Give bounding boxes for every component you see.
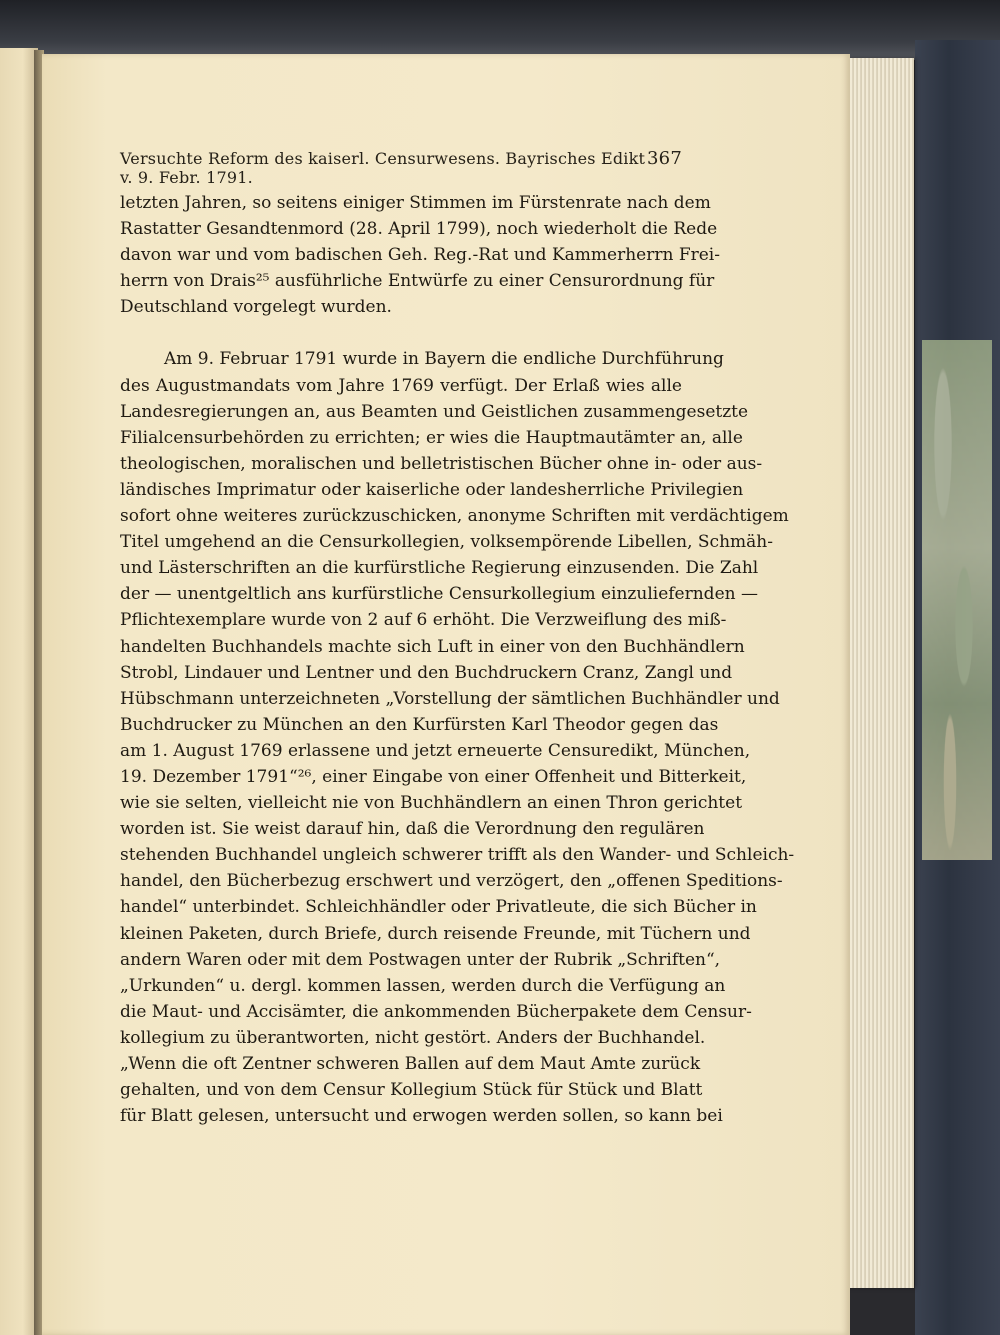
text-line: „Wenn die oft Zentner schweren Ballen auf dem Maut Amte zurück bbox=[120, 1054, 701, 1074]
text-line: sofort ohne weiteres zurückzuschicken, anonyme Schriften mit verdächtigem bbox=[120, 506, 789, 527]
text-line: für Blatt gelesen, untersucht und erwogen werden sollen, so kann bei bbox=[120, 1106, 723, 1127]
text-line: Deutschland vorgelegt wurden. bbox=[120, 297, 392, 318]
text-line: stehenden Buchhandel ungleich schwerer trifft als den Wander- und Schleich- bbox=[120, 845, 795, 866]
text-line: des Augustmandats vom Jahre 1769 verfügt. Der Erlaß wies alle bbox=[120, 375, 682, 396]
running-title: Versuchte Reform des kaiserl. Censurwesens. Bayrisches Edikt v. 9. Febr. 1791. bbox=[120, 149, 646, 187]
page-edges bbox=[846, 58, 914, 1288]
text-line: kollegium zu überantworten, nicht gestört. Anders der Buchhandel. bbox=[120, 1027, 706, 1048]
text-line: Hübschmann unterzeichneten „Vorstellung der sämtlichen Buchhändler und bbox=[120, 688, 780, 709]
text-line: Buchdrucker zu München an den Kurfürsten Karl Theodor gegen das bbox=[120, 714, 719, 735]
text-line: Rastatter Gesandtenmord (28. April 1799), noch wiederholt die Rede bbox=[120, 219, 718, 240]
text-line: ländisches Imprimatur oder kaiserliche oder landesherrliche Privilegien bbox=[120, 479, 744, 500]
text-line: Titel umgehend an die Censurkollegien, volksempörende Libellen, Schmäh- bbox=[120, 532, 773, 553]
text-line: Strobl, Lindauer und Lentner und den Buchdruckern Cranz, Zangl und bbox=[120, 662, 733, 683]
text-line: Landesregierungen an, aus Beamten und Geistlichen zusammengesetzte bbox=[120, 401, 749, 422]
paragraph-gap bbox=[120, 320, 682, 346]
text-line: andern Waren oder mit dem Postwagen unter der Rubrik „Schriften“, bbox=[120, 949, 721, 970]
text-line: gehalten, und von dem Censur Kollegium Stück für Stück und Blatt bbox=[120, 1080, 703, 1101]
text-line: der — unentgeltlich ans kurfürstliche Censurkollegium einzuliefernden — bbox=[120, 584, 758, 605]
facing-page-edge bbox=[0, 48, 38, 1335]
text-line: wie sie selten, vielleicht nie von Buchhändlern an einen Thron gerichtet bbox=[120, 793, 743, 814]
running-header bbox=[120, 148, 682, 187]
marbled-endpaper bbox=[922, 340, 992, 860]
body-text bbox=[120, 190, 795, 1129]
paragraph bbox=[120, 346, 795, 1129]
text-line: Pflichtexemplare wurde von 2 auf 6 erhöht. Die Verzweiflung des miß- bbox=[120, 610, 727, 631]
text-line: davon war und vom badischen Geh. Reg.-Rat und Kammerherrn Frei- bbox=[120, 245, 720, 266]
paragraph bbox=[120, 190, 720, 320]
text-line: „Urkunden“ u. dergl. kommen lassen, werden durch die Verfügung an bbox=[120, 975, 726, 996]
page-number: 367 bbox=[647, 148, 682, 169]
text-line: theologischen, moralischen und belletristischen Bücher ohne in- oder aus- bbox=[120, 453, 763, 474]
text-line: Filialcensurbehörden zu errichten; er wies die Hauptmautämter an, alle bbox=[120, 427, 743, 448]
text-line: herrn von Drais²⁵ ausführliche Entwürfe zu einer Censurordnung für bbox=[120, 271, 715, 292]
text-line: am 1. August 1769 erlassene und jetzt erneuerte Censuredikt, München, bbox=[120, 740, 751, 761]
text-line: handel“ unterbindet. Schleichhändler oder Privatleute, die sich Bücher in bbox=[120, 897, 757, 918]
text-line: 19. Dezember 1791“²⁶, einer Eingabe von einer Offenheit und Bitterkeit, bbox=[120, 766, 747, 787]
text-line: worden ist. Sie weist darauf hin, daß die Verordnung den regulären bbox=[120, 819, 705, 840]
text-line: handel, den Bücherbezug erschwert und verzögert, den „offenen Speditions- bbox=[120, 871, 783, 892]
book-cover-top bbox=[0, 0, 1000, 60]
text-line: handelten Buchhandels machte sich Luft in einer von den Buchhändlern bbox=[120, 636, 745, 657]
text-line: und Lästerschriften an die kurfürstliche Regierung einzusenden. Die Zahl bbox=[120, 558, 759, 579]
text-line: die Maut- und Accisämter, die ankommenden Bücherpakete dem Censur- bbox=[120, 1001, 752, 1022]
text-line: letzten Jahren, so seitens einiger Stimmen im Fürstenrate nach dem bbox=[120, 193, 711, 213]
text-line: kleinen Paketen, durch Briefe, durch reisende Freunde, mit Tüchern und bbox=[120, 923, 751, 944]
text-line: Am 9. Februar 1791 wurde in Bayern die endliche Durchführung bbox=[164, 349, 724, 370]
book-cover-right bbox=[915, 40, 1000, 1335]
